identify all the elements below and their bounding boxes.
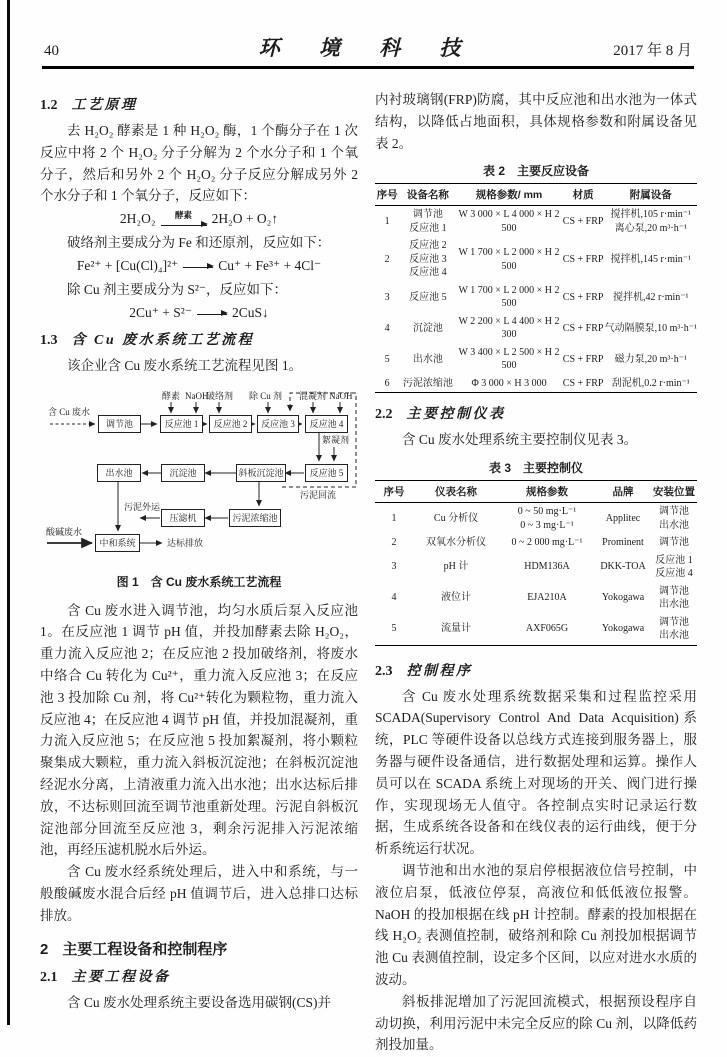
- cell-spec: 0 ~ 50 mg·L⁻¹ 0 ~ 3 mg·L⁻¹: [517, 506, 577, 531]
- table-row: [375, 282, 697, 313]
- arrow-shaft: [183, 267, 213, 268]
- section-number: 2.3: [375, 663, 393, 679]
- process-flow-diagram: [38, 387, 368, 565]
- flow-node-reactor-1: 反应池 1: [160, 415, 203, 433]
- cell-no: 3: [384, 291, 390, 303]
- cell-spec: EJA210A: [527, 592, 567, 604]
- cell-equipment: 沉淀池: [412, 322, 443, 334]
- equation-rhs: 2CuS↓: [231, 304, 269, 320]
- paragraph: 内衬玻璃钢(FRP)防腐，其中反应池和出水池为一体式结构，以降低占地面积，具体规格参数和附属设备见表 2。: [375, 92, 697, 151]
- col-header: 材质: [562, 184, 605, 206]
- page-number: 40: [44, 43, 59, 59]
- cell-equipment: 调节池 反应池 1: [409, 209, 447, 234]
- cell-spec: W 2 200 × L 4 400 × H 2 300: [458, 315, 560, 341]
- section-heading-1-2: [40, 96, 358, 116]
- paragraph: 含 Cu 废水经系统处理后，进入中和系统，与一般酸碱废水混合后经 pH 值调节后，进入总排口达标排放。: [40, 864, 358, 923]
- flow-label-sludge-return: 污泥回流: [300, 489, 337, 500]
- flow-node-reactor-5: 反应池 5: [305, 464, 348, 482]
- flow-node-reactor-4: 反应池 4: [305, 415, 348, 433]
- cell-brand: DKK-TOA: [600, 561, 646, 573]
- cell-location: 反应池 1 反应池 4: [655, 554, 693, 580]
- cell-brand: Yokogawa: [601, 592, 645, 604]
- two-column-body: [0, 69, 727, 1056]
- section-number: 2: [40, 940, 49, 958]
- flow-label-acid-alkali: 酸碱废水: [46, 526, 83, 537]
- section-number: 2.2: [375, 407, 393, 423]
- table-3-main-control-instruments: [375, 480, 697, 646]
- cell-accessory: 搅拌机,145 r·min⁻¹: [610, 253, 692, 265]
- cell-instrument: Cu 分析仪: [433, 512, 479, 524]
- table-2-header: [375, 184, 697, 206]
- table-row: [375, 344, 697, 375]
- table-row: [375, 534, 697, 552]
- section-title: 主要工程设备和控制程序: [62, 940, 228, 958]
- cell-equipment: 反应池 5: [409, 291, 447, 303]
- section-heading-2-3: [375, 662, 697, 682]
- table-2-main-reaction-equipment: [375, 183, 697, 393]
- cell-accessory: 磁力泵,20 m³·h⁻¹: [614, 353, 687, 365]
- col-header: 规格参数/ mm: [456, 184, 561, 206]
- paragraph: 斜板排泥增加了污泥回流模式，根据预设程序自动切换，利用污泥中未完全反应的除 Cu 剂，以降低药剂投加量。: [375, 993, 697, 1053]
- cell-instrument: 流量计: [441, 623, 471, 635]
- section-title: 含 Cu 废水系统工艺流程: [71, 332, 255, 348]
- col-header: 仪表名称: [413, 481, 499, 503]
- col-header: 规格参数: [499, 481, 595, 503]
- cell-equipment: 出水池: [412, 353, 443, 365]
- paragraph: 该企业含 Cu 废水系统工艺流程见图 1。: [67, 357, 303, 373]
- cell-no: 5: [391, 623, 397, 635]
- scan-edge-artifact: [7, 0, 10, 1025]
- cell-spec: W 1 700 × L 2 000 × H 2 500: [458, 247, 560, 272]
- table-row: [375, 503, 697, 535]
- cell-spec: 0 ~ 2 000 mg·L⁻¹: [511, 537, 583, 549]
- table-3-header: [375, 481, 697, 503]
- cell-spec: W 1 700 × L 2 000 × H 2 500: [458, 284, 560, 310]
- arrow-shaft: [161, 225, 207, 226]
- arrow-label: 酵素: [175, 209, 193, 220]
- section-heading-2-1: [40, 968, 358, 988]
- col-header: 附属设备: [605, 184, 697, 206]
- flow-node-outlet-tank: 出水池: [97, 464, 141, 482]
- cell-no: 2: [384, 253, 390, 265]
- arrow-shaft: [197, 314, 227, 315]
- flow-node-regulating-tank: 调节池: [98, 415, 141, 433]
- cell-accessory: 气动隔膜泵,10 m³·h⁻¹: [604, 322, 697, 334]
- col-header: 安装位置: [651, 481, 697, 503]
- cell-no: 2: [391, 537, 397, 549]
- equation-lhs: Fe²⁺ + [Cu(Cl)₄]²⁺: [76, 257, 179, 273]
- cell-no: 3: [391, 561, 397, 573]
- cell-spec: AXF065G: [525, 623, 569, 635]
- left-column: [40, 89, 358, 1056]
- flow-node-reactor-3: 反应池 3: [257, 415, 299, 433]
- cell-equipment: 反应池 2 反应池 3 反应池 4: [409, 240, 447, 279]
- section-title: 主要控制仪表: [406, 407, 506, 423]
- table-row: [375, 375, 697, 393]
- equation-rhs: 2H₂O + O₂↑: [211, 211, 279, 227]
- cell-no: 4: [391, 592, 397, 604]
- cell-material: CS + FRP: [562, 253, 604, 265]
- cell-equipment: 污泥浓缩池: [402, 377, 453, 389]
- cell-no: 1: [384, 216, 390, 228]
- reaction-equation-2: [40, 255, 358, 277]
- col-header: 品牌: [595, 481, 651, 503]
- cell-location: 调节池 出水池: [659, 616, 689, 642]
- flow-node-filter-press: 压滤机: [161, 509, 205, 527]
- section-heading-2-2: [375, 405, 697, 425]
- table-row: [375, 206, 697, 238]
- section-number: 2.1: [40, 969, 58, 985]
- flow-label-sludge-out: 污泥外运: [124, 501, 161, 512]
- paragraph: 除 Cu 剂主要成分为 S²⁻，反应如下：: [67, 281, 288, 297]
- reaction-arrow: [161, 211, 207, 230]
- cell-spec: Φ 3 000 × H 3 000: [471, 377, 547, 389]
- cell-spec: W 3 400 × L 2 500 × H 2 500: [458, 346, 560, 372]
- cell-accessory: 搅拌机,42 r·min⁻¹: [613, 291, 689, 303]
- cell-instrument: 双氧水分析仪: [426, 537, 486, 549]
- cell-material: CS + FRP: [562, 216, 604, 228]
- equation-lhs: 2H₂O₂: [119, 211, 156, 227]
- table-row: [375, 614, 697, 646]
- section-title: 控制程序: [406, 663, 473, 679]
- equation-rhs: Cu⁺ + Fe³⁺ + 4Cl⁻: [218, 257, 322, 273]
- cell-material: CS + FRP: [562, 322, 604, 334]
- table-row: [375, 552, 697, 583]
- section-title: 主要工程设备: [71, 969, 171, 985]
- table-row: [375, 313, 697, 344]
- flow-label-discharge: 达标排放: [167, 537, 204, 548]
- flow-node-neutralization-system: 中和系统: [95, 534, 140, 552]
- cell-brand: Yokogawa: [601, 623, 645, 635]
- cell-no: 1: [391, 512, 397, 524]
- journal-title: 环 境 科 技: [258, 36, 478, 60]
- col-header: 序号: [375, 184, 399, 206]
- flow-label-cu-remover: 除 Cu 剂: [249, 390, 283, 401]
- flow-label-flocculant: 絮凝剂: [322, 434, 350, 445]
- reaction-equation-3: [40, 302, 358, 324]
- reaction-arrow: [197, 309, 227, 319]
- flow-node-reactor-2: 反应池 2: [209, 415, 252, 433]
- section-title: 工艺原理: [71, 98, 138, 113]
- cell-location: 调节池 出水池: [659, 506, 689, 531]
- section-heading-1-3: [40, 331, 358, 351]
- section-number: 1.2: [40, 98, 58, 113]
- paragraph: 调节池和出水池的泵启停根据液位信号控制，中液位启泵，低液位停泵，高液位和低低液位报警。NaOH 的投加根据在线 pH 计控制。酵素的投加根据在线 H₂O₂ 表测值控制，破络剂和除 Cu 剂投加根据调节池 Cu 表测值控制，设定多个区间，以应对进水水质的波动。: [375, 863, 697, 988]
- right-column: [375, 89, 697, 1056]
- flow-label-breaker: 破络剂: [206, 390, 234, 401]
- flow-node-sedimentation-tank: 沉淀池: [161, 464, 205, 482]
- reaction-arrow: [183, 262, 213, 272]
- equation-lhs: 2Cu⁺ + S²⁻: [129, 304, 192, 320]
- paragraph: 含 Cu 废水处理系统主要控制仪见表 3。: [402, 432, 638, 448]
- col-header: 设备名称: [399, 184, 456, 206]
- flow-label-enzyme: 酵素: [162, 390, 181, 401]
- flow-node-inclined-plate-settler: 斜板沉淀池: [236, 464, 286, 482]
- page-header: [44, 34, 692, 60]
- cell-no: 5: [384, 353, 390, 365]
- cell-spec: HDM136A: [524, 561, 570, 573]
- issue-date: 2017 年 8 月: [613, 43, 692, 59]
- flow-label-naoh-2: NaOH: [329, 390, 353, 401]
- paragraph: 破络剂主要成分为 Fe 和还原剂，反应如下：: [67, 235, 331, 251]
- cell-spec: W 3 000 × L 4 000 × H 2 500: [458, 209, 560, 234]
- flow-label-coagulant: 混凝剂: [299, 390, 327, 401]
- cell-location: 调节池: [659, 537, 689, 549]
- paragraph: 含 Cu 废水进入调节池，均匀水质后泵入反应池 1。在反应池 1 调节 pH 值，并投加酵素去除 H₂O₂，重力流入反应池 2；在反应池 2 投加破络剂，将废水中络合 Cu 转化为 Cu²⁺，重力流入反应池 3；在反应池 3 投加除 Cu 剂，将 Cu²⁺转化为颗粒物，重力流入反应池 4；在反应池 4 调节 pH 值，并投加混凝剂，重力流入反应池 5；在反应池 5 投加絮凝剂，将小颗粒聚集成大颗粒，重力流入斜板沉淀池；在斜板沉淀池经泥水分离，上清液重力流入出水池；出水达标后排放，不达标则回流至调节池重新处理。污泥自斜板沉淀池部分回流至反应池 3，剩余污泥排入污泥浓缩池，再经压滤机脱水后外运。: [40, 602, 358, 858]
- flow-node-sludge-thickener: 污泥浓缩池: [229, 509, 281, 527]
- figure-1-caption: 图 1 含 Cu 废水系统工艺流程: [116, 574, 282, 589]
- cell-material: CS + FRP: [562, 353, 604, 365]
- section-heading-2: [40, 940, 358, 960]
- paragraph: 去 H₂O₂ 酵素是 1 种 H₂O₂ 酶，1 个酶分子在 1 次反应中将 2 个 H₂O₂ 分子分解为 2 个水分子和 1 个氧分子，然后和另外 2 个 H₂O₂ 分子反应分解成另外 2 个水分子和 1 个氧分子，反应如下：: [40, 123, 358, 204]
- col-header: 序号: [375, 481, 413, 503]
- flow-label-naoh-1: NaOH: [185, 390, 209, 401]
- cell-instrument: 液位计: [441, 592, 471, 604]
- table-3-caption: 表 3 主要控制仪: [488, 461, 583, 476]
- cell-location: 调节池 出水池: [659, 585, 689, 611]
- cell-material: CS + FRP: [562, 377, 604, 389]
- reaction-equation-1: [40, 208, 358, 230]
- table-2-caption: 表 2 主要反应设备: [482, 164, 589, 179]
- cell-no: 6: [384, 377, 390, 389]
- cell-brand: Prominent: [602, 537, 644, 549]
- cell-accessory: 搅拌机,105 r·min⁻¹ 离心泵,20 m³·h⁻¹: [610, 209, 692, 234]
- table-row: [375, 237, 697, 282]
- cell-accessory: 刮泥机,0.2 r·min⁻¹: [611, 377, 690, 389]
- paragraph: 含 Cu 废水处理系统主要设备选用碳钢(CS)并: [67, 994, 332, 1010]
- cell-material: CS + FRP: [562, 291, 604, 303]
- paragraph: 含 Cu 废水处理系统数据采集和过程监控采用 SCADA(Supervisory Control And Data Acquisition)系统，PLC 等硬件设备以总线方式连接到服务器上，服务器与硬件设备通信，进行数据处理和运算。操作人员可以在 SCADA 系统上对现场的开关、阀门进行操作，实现现场无人值守。各控制点实时记录运行数据，生成系统各设备和在线仪表的运行曲线，便于分析系统运行状况。: [375, 688, 697, 857]
- section-number: 1.3: [40, 332, 58, 348]
- cell-brand: Applitec: [605, 512, 641, 524]
- cell-no: 4: [384, 322, 390, 334]
- flow-label-influent: 含 Cu 废水: [48, 406, 91, 417]
- cell-instrument: pH 计: [443, 561, 469, 573]
- table-row: [375, 583, 697, 614]
